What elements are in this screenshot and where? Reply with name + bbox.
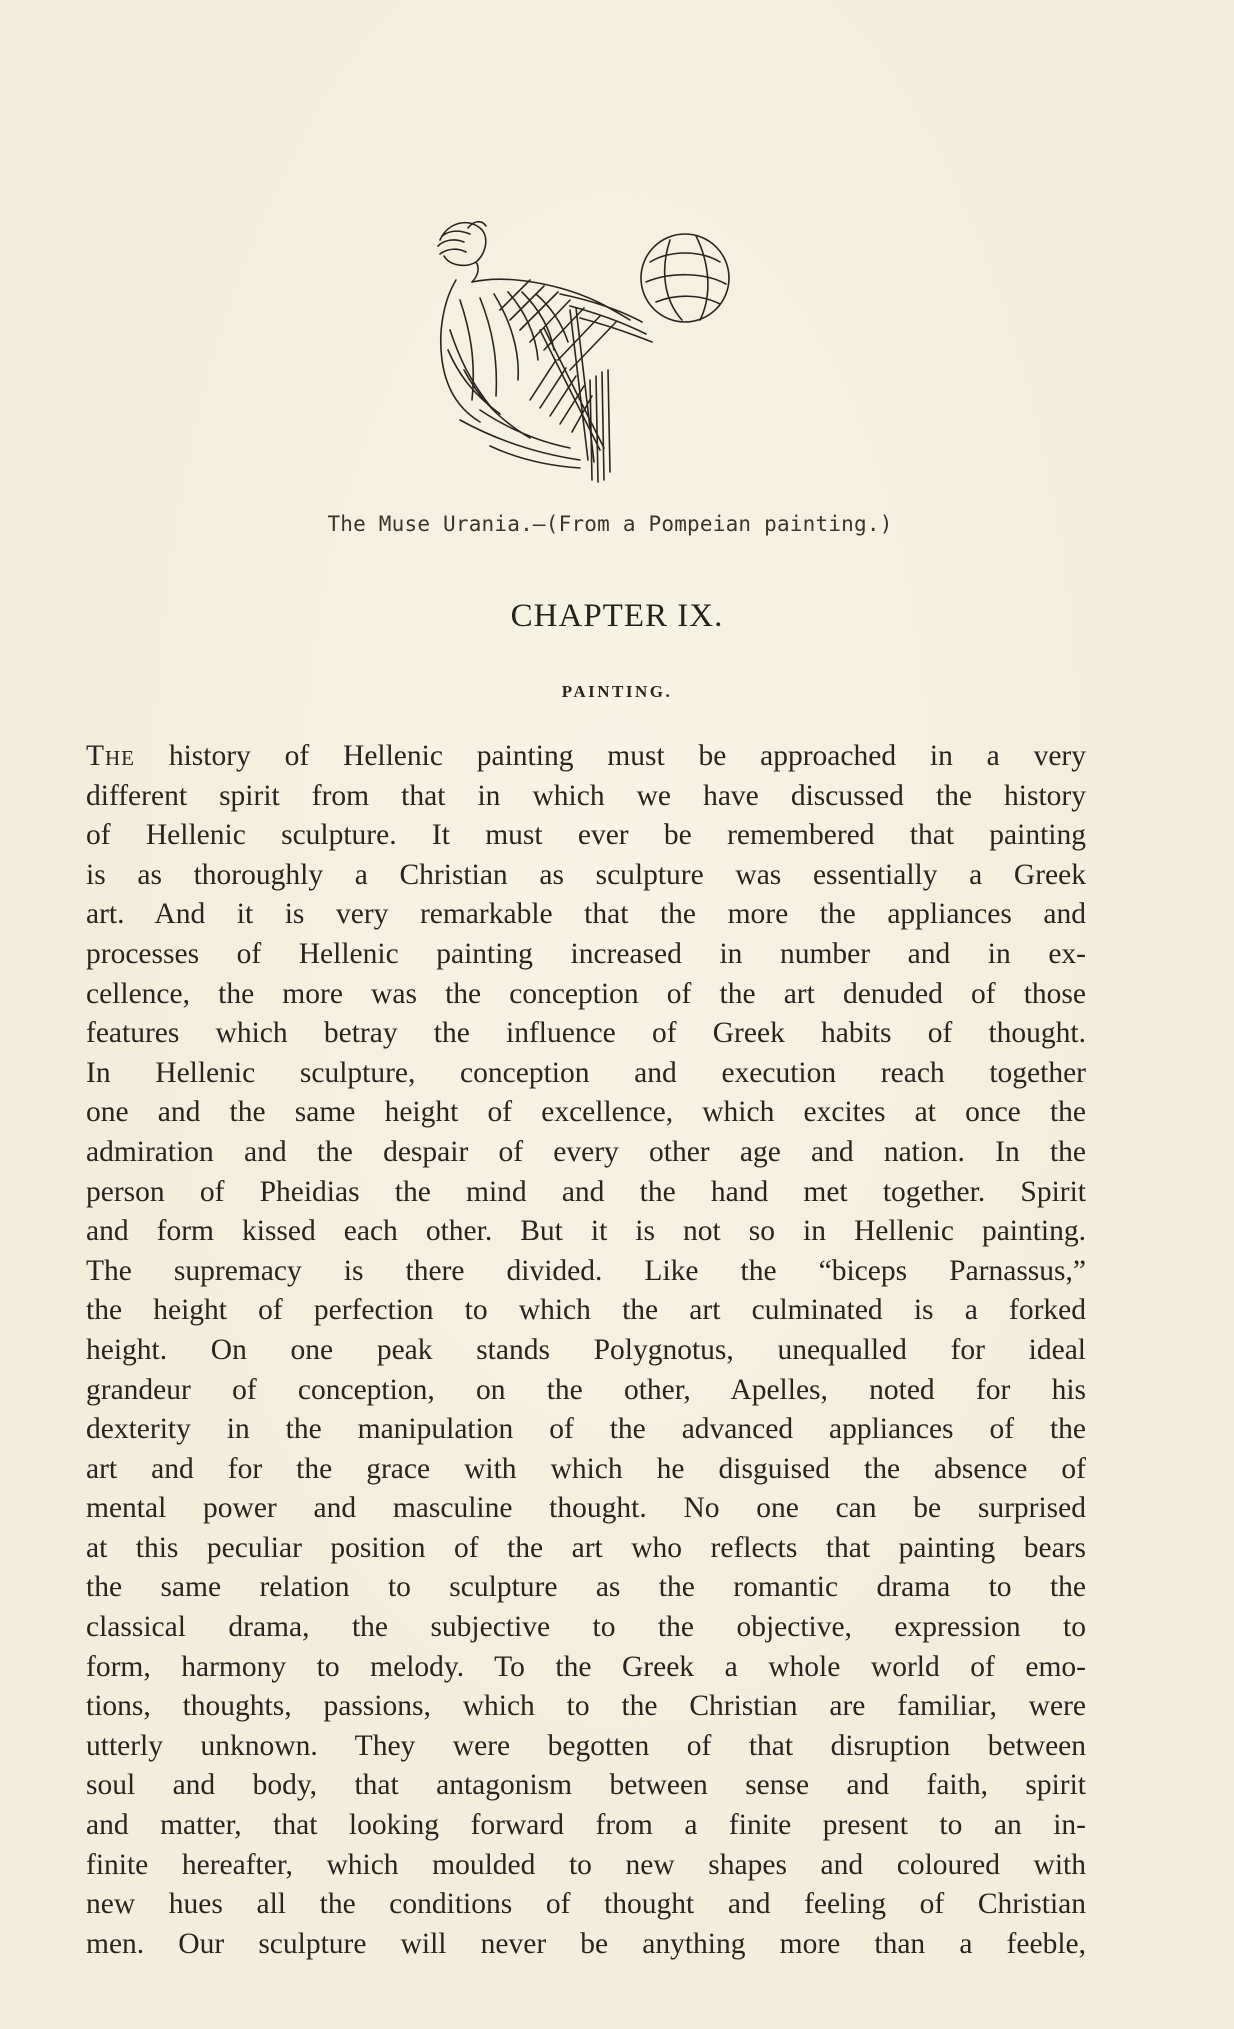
text-line: the height of perfection to which the art culminated is a forked: [86, 1294, 1086, 1327]
text-line: classical drama, the subjective to the objective, expression to: [86, 1611, 1086, 1644]
text-line: cellence, the more was the conception of the art denuded of those: [86, 977, 1086, 1010]
text-line: [86, 737, 1086, 777]
section-title: PAINTING.: [561, 682, 673, 701]
text-line: grandeur of conception, on the other, Apelles, noted for his: [86, 1373, 1086, 1406]
text-line: art and for the grace with which he disguised the absence of: [86, 1452, 1086, 1485]
text-line: at this peculiar position of the art who reflects that painting bears: [86, 1531, 1086, 1564]
text-line: the same relation to sculpture as the romantic drama to the: [86, 1571, 1086, 1604]
text-line: is as thoroughly a Christian as sculpture was essentially a Greek: [86, 858, 1086, 891]
body-text: [86, 737, 1086, 1964]
chapter-title: CHAPTER IX.: [510, 598, 724, 634]
text-line: one and the same height of excellence, which excites at once the: [86, 1096, 1086, 1129]
text-line: form, harmony to melody. To the Greek a whole world of emo-: [86, 1650, 1086, 1683]
text-line: finite hereafter, which moulded to new shapes and coloured with: [86, 1848, 1086, 1881]
text-line: In Hellenic sculpture, conception and execution reach together: [86, 1056, 1086, 1089]
text-line: dexterity in the manipulation of the advanced appliances of the: [86, 1413, 1086, 1446]
text-line: new hues all the conditions of thought and feeling of Christian: [86, 1888, 1086, 1921]
muse-urania-illustration: [420, 210, 760, 485]
figure-caption: The Muse Urania.—(From a Pompeian painting.): [327, 512, 893, 536]
text-line: soul and body, that antagonism between sense and faith, spirit: [86, 1769, 1086, 1802]
text-line: and form kissed each other. But it is not so in Hellenic painting.: [86, 1215, 1086, 1248]
text-line: art. And it is very remarkable that the more the appliances and: [86, 898, 1086, 931]
text-line: mental power and masculine thought. No one can be surprised: [86, 1492, 1086, 1525]
text-line: The supremacy is there divided. Like the “biceps Parnassus,”: [86, 1254, 1086, 1287]
muse-engraving: [420, 210, 760, 485]
text-line: processes of Hellenic painting increased in number and in ex-: [86, 937, 1086, 970]
text-line: height. On one peak stands Polygnotus, unequalled for ideal: [86, 1333, 1086, 1366]
text-line: men. Our sculpture will never be anything more than a feeble,: [86, 1927, 1086, 1960]
lead-word: The: [86, 740, 136, 772]
text-line: and matter, that looking forward from a finite present to an in-: [86, 1809, 1086, 1842]
text-line: features which betray the influence of Greek habits of thought.: [86, 1017, 1086, 1050]
text-line: utterly unknown. They were begotten of that disruption between: [86, 1729, 1086, 1762]
line-text: history of Hellenic painting must be approached in a very: [168, 740, 1086, 772]
text-line: different spirit from that in which we have discussed the history: [86, 779, 1086, 812]
text-line: admiration and the despair of every other age and nation. In the: [86, 1135, 1086, 1168]
text-line: person of Pheidias the mind and the hand met together. Spirit: [86, 1175, 1086, 1208]
text-line: tions, thoughts, passions, which to the Christian are familiar, were: [86, 1690, 1086, 1723]
text-line: of Hellenic sculpture. It must ever be remembered that painting: [86, 819, 1086, 852]
